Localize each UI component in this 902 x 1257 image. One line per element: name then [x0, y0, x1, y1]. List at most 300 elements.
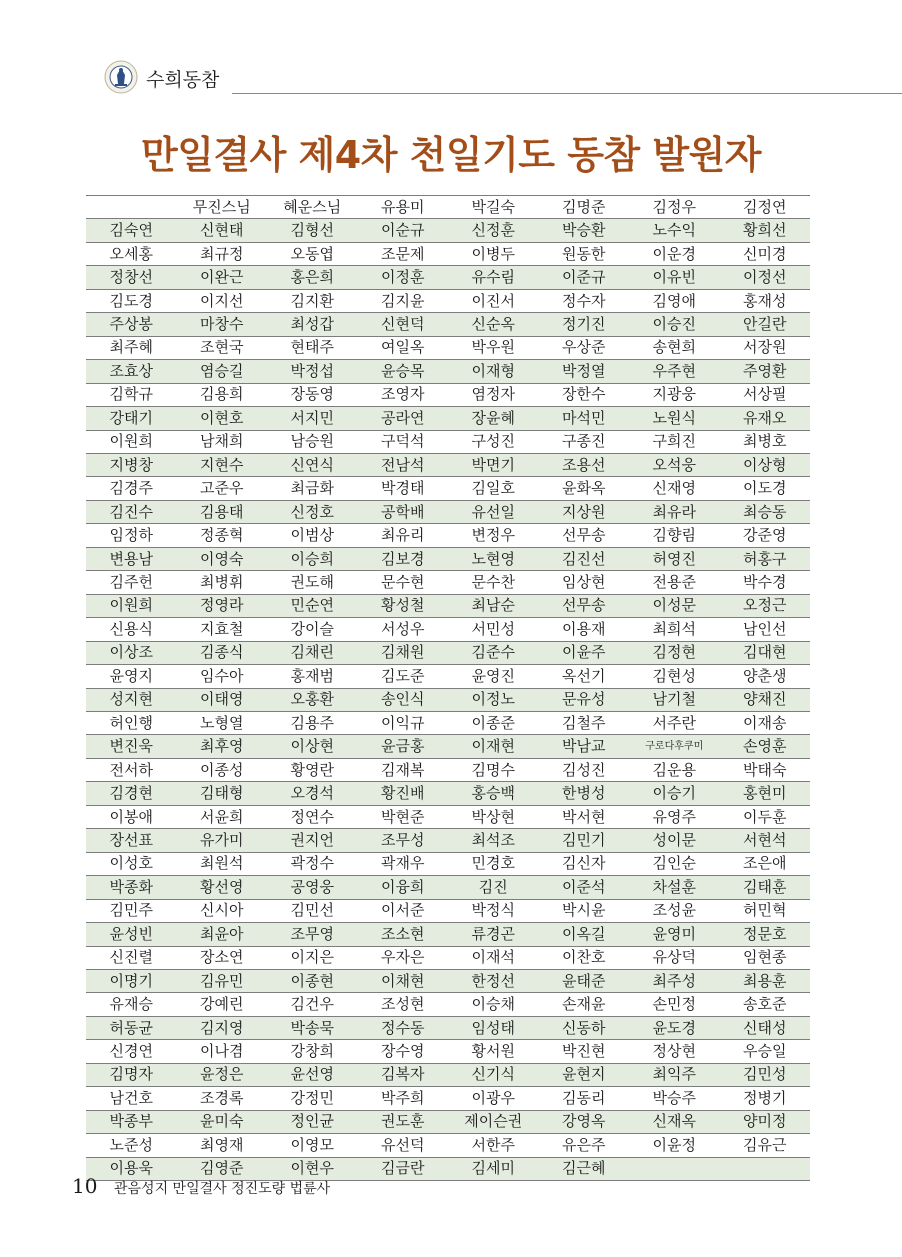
name-cell: 우주현	[629, 360, 720, 383]
name-cell: 조용선	[539, 453, 630, 476]
name-cell: 김채원	[358, 641, 449, 664]
name-cell: 성지현	[86, 688, 177, 711]
name-cell: 이성호	[86, 852, 177, 875]
name-cell: 이지선	[177, 289, 268, 312]
name-cell: 선무송	[539, 524, 630, 547]
name-cell: 주상봉	[86, 313, 177, 336]
table-row	[86, 923, 810, 946]
name-cell: 김민선	[267, 899, 358, 922]
table-row	[86, 289, 810, 312]
name-cell: 노현영	[448, 547, 539, 570]
table-row	[86, 1040, 810, 1063]
name-cell: 김채린	[267, 641, 358, 664]
table-row	[86, 852, 810, 875]
table-row	[86, 665, 810, 688]
name-cell: 신진렬	[86, 946, 177, 969]
table-row	[86, 899, 810, 922]
name-cell: 이준규	[539, 266, 630, 289]
name-cell: 오세홍	[86, 242, 177, 265]
name-cell: 김재복	[358, 758, 449, 781]
name-cell: 윤화옥	[539, 477, 630, 500]
name-cell: 김영애	[629, 289, 720, 312]
name-cell: 신현덕	[358, 313, 449, 336]
table-row	[86, 571, 810, 594]
name-cell: 조효상	[86, 360, 177, 383]
name-cell: 이태영	[177, 688, 268, 711]
name-cell: 이재석	[448, 946, 539, 969]
name-cell: 허영진	[629, 547, 720, 570]
name-cell: 구성진	[448, 430, 539, 453]
name-cell: 허동균	[86, 1016, 177, 1039]
name-cell: 유상덕	[629, 946, 720, 969]
table-row	[86, 641, 810, 664]
name-cell: 여일옥	[358, 336, 449, 359]
name-cell	[629, 1157, 720, 1180]
name-cell: 유재승	[86, 993, 177, 1016]
name-cell: 이윤정	[629, 1134, 720, 1157]
name-cell: 윤영미	[629, 923, 720, 946]
table-row	[86, 876, 810, 899]
name-cell: 송호준	[720, 993, 811, 1016]
name-cell: 강영옥	[539, 1110, 630, 1133]
name-cell: 권도해	[267, 571, 358, 594]
name-cell: 이승희	[267, 547, 358, 570]
name-cell: 김지환	[267, 289, 358, 312]
name-cell: 최석조	[448, 829, 539, 852]
name-cell: 박종부	[86, 1110, 177, 1133]
name-cell: 이채현	[358, 969, 449, 992]
name-cell: 김건우	[267, 993, 358, 1016]
name-cell: 송인식	[358, 688, 449, 711]
table-row	[86, 1063, 810, 1086]
name-cell: 변정우	[448, 524, 539, 547]
name-cell: 최익주	[629, 1063, 720, 1086]
name-cell: 임성태	[448, 1016, 539, 1039]
name-cell: 문수현	[358, 571, 449, 594]
name-cell: 박진현	[539, 1040, 630, 1063]
name-cell: 최유리	[358, 524, 449, 547]
name-cell: 김용태	[177, 500, 268, 523]
name-cell: 신재옥	[629, 1110, 720, 1133]
name-cell: 김유민	[177, 969, 268, 992]
name-cell: 김명준	[539, 196, 630, 219]
name-cell: 박길숙	[448, 196, 539, 219]
name-cell: 김도경	[86, 289, 177, 312]
name-cell: 남기철	[629, 688, 720, 711]
name-cell: 최후영	[177, 735, 268, 758]
name-cell: 서현석	[720, 829, 811, 852]
name-cell: 이지은	[267, 946, 358, 969]
name-cell: 조무성	[358, 829, 449, 852]
name-cell: 노준성	[86, 1134, 177, 1157]
name-cell: 송현희	[629, 336, 720, 359]
name-cell: 김정연	[720, 196, 811, 219]
name-cell: 홍재범	[267, 665, 358, 688]
name-cell: 이명기	[86, 969, 177, 992]
participants-table-wrap	[86, 195, 810, 1181]
name-cell: 김세미	[448, 1157, 539, 1180]
name-cell: 이서준	[358, 899, 449, 922]
name-cell: 지병창	[86, 453, 177, 476]
name-cell: 김영준	[177, 1157, 268, 1180]
name-cell: 이현호	[177, 407, 268, 430]
name-cell: 정기진	[539, 313, 630, 336]
name-cell: 김도준	[358, 665, 449, 688]
name-cell: 박현준	[358, 805, 449, 828]
name-cell: 김경현	[86, 782, 177, 805]
name-cell: 전남석	[358, 453, 449, 476]
name-cell: 신정훈	[448, 219, 539, 242]
name-cell: 염정자	[448, 383, 539, 406]
name-cell: 이찬호	[539, 946, 630, 969]
name-cell: 유은주	[539, 1134, 630, 1157]
name-cell: 박수경	[720, 571, 811, 594]
name-cell: 신연식	[267, 453, 358, 476]
table-row	[86, 430, 810, 453]
name-cell: 김태형	[177, 782, 268, 805]
name-cell: 오석웅	[629, 453, 720, 476]
name-cell: 박태숙	[720, 758, 811, 781]
name-cell: 신동하	[539, 1016, 630, 1039]
name-cell: 이영숙	[177, 547, 268, 570]
name-cell: 김민주	[86, 899, 177, 922]
table-row	[86, 266, 810, 289]
table-row	[86, 711, 810, 734]
name-cell: 김용희	[177, 383, 268, 406]
name-cell: 최희석	[629, 618, 720, 641]
participants-table	[86, 195, 810, 1181]
name-cell: 이원희	[86, 594, 177, 617]
name-cell: 윤현지	[539, 1063, 630, 1086]
name-cell: 이옥길	[539, 923, 630, 946]
name-cell: 신기식	[448, 1063, 539, 1086]
name-cell: 이성문	[629, 594, 720, 617]
name-cell: 신미경	[720, 242, 811, 265]
name-cell: 이종현	[267, 969, 358, 992]
name-cell: 권지언	[267, 829, 358, 852]
name-cell: 황서원	[448, 1040, 539, 1063]
name-cell: 정연수	[267, 805, 358, 828]
name-cell: 조성현	[358, 993, 449, 1016]
name-cell: 허민혁	[720, 899, 811, 922]
name-cell: 윤미숙	[177, 1110, 268, 1133]
name-cell: 우승일	[720, 1040, 811, 1063]
name-cell: 김숙연	[86, 219, 177, 242]
name-cell: 고준우	[177, 477, 268, 500]
name-cell: 이두훈	[720, 805, 811, 828]
name-cell: 박송묵	[267, 1016, 358, 1039]
name-cell: 조성윤	[629, 899, 720, 922]
name-cell: 마석민	[539, 407, 630, 430]
name-cell: 신정호	[267, 500, 358, 523]
name-cell: 김정우	[629, 196, 720, 219]
name-cell: 신태성	[720, 1016, 811, 1039]
name-cell: 이도경	[720, 477, 811, 500]
name-cell: 현태주	[267, 336, 358, 359]
name-cell: 최병휘	[177, 571, 268, 594]
name-cell: 염승길	[177, 360, 268, 383]
name-cell: 정수자	[539, 289, 630, 312]
name-cell: 황성철	[358, 594, 449, 617]
name-cell: 박남교	[539, 735, 630, 758]
table-row	[86, 805, 810, 828]
table-row	[86, 500, 810, 523]
table-row	[86, 1134, 810, 1157]
name-cell: 손재윤	[539, 993, 630, 1016]
name-cell: 유재오	[720, 407, 811, 430]
table-row	[86, 196, 810, 219]
name-cell: 이정선	[720, 266, 811, 289]
name-cell: 양채진	[720, 688, 811, 711]
name-cell: 이영모	[267, 1134, 358, 1157]
name-cell: 박승주	[629, 1087, 720, 1110]
name-cell: 김민성	[720, 1063, 811, 1086]
name-cell: 이종성	[177, 758, 268, 781]
name-cell: 이재송	[720, 711, 811, 734]
name-cell: 윤성빈	[86, 923, 177, 946]
name-cell: 이병두	[448, 242, 539, 265]
table-row	[86, 735, 810, 758]
name-cell: 신순옥	[448, 313, 539, 336]
name-cell: 김성진	[539, 758, 630, 781]
name-cell: 박우원	[448, 336, 539, 359]
name-cell: 김철주	[539, 711, 630, 734]
name-cell: 홍승백	[448, 782, 539, 805]
name-cell: 임수아	[177, 665, 268, 688]
name-cell: 유영주	[629, 805, 720, 828]
table-row	[86, 1016, 810, 1039]
table-row	[86, 829, 810, 852]
name-cell: 강이슬	[267, 618, 358, 641]
name-cell: 오경석	[267, 782, 358, 805]
name-cell: 최영재	[177, 1134, 268, 1157]
table-row	[86, 336, 810, 359]
name-cell: 선무송	[539, 594, 630, 617]
name-cell: 남승원	[267, 430, 358, 453]
name-cell: 윤태준	[539, 969, 630, 992]
name-cell: 안길란	[720, 313, 811, 336]
name-cell: 서윤희	[177, 805, 268, 828]
table-row	[86, 242, 810, 265]
name-cell: 조문제	[358, 242, 449, 265]
table-row	[86, 219, 810, 242]
name-cell: 장동영	[267, 383, 358, 406]
table-row	[86, 547, 810, 570]
name-cell: 최규정	[177, 242, 268, 265]
name-cell: 김학규	[86, 383, 177, 406]
table-row	[86, 594, 810, 617]
name-cell: 홍현미	[720, 782, 811, 805]
name-cell: 박서현	[539, 805, 630, 828]
page-number: 10	[72, 1174, 98, 1198]
name-cell: 강정민	[267, 1087, 358, 1110]
table-row	[86, 688, 810, 711]
name-cell: 곽정수	[267, 852, 358, 875]
name-cell: 김형선	[267, 219, 358, 242]
name-cell: 오정근	[720, 594, 811, 617]
name-cell: 최남순	[448, 594, 539, 617]
name-cell: 정문호	[720, 923, 811, 946]
name-cell: 우상준	[539, 336, 630, 359]
name-cell: 김경주	[86, 477, 177, 500]
name-cell: 김태훈	[720, 876, 811, 899]
name-cell: 노형열	[177, 711, 268, 734]
name-cell: 김신자	[539, 852, 630, 875]
name-cell: 김진선	[539, 547, 630, 570]
table-row	[86, 407, 810, 430]
table-row	[86, 758, 810, 781]
temple-emblem-icon	[104, 60, 138, 94]
name-cell: 정창선	[86, 266, 177, 289]
name-cell: 주영환	[720, 360, 811, 383]
name-cell: 노원식	[629, 407, 720, 430]
name-cell: 서장원	[720, 336, 811, 359]
name-cell: 신현태	[177, 219, 268, 242]
name-cell: 조무영	[267, 923, 358, 946]
name-cell: 김명수	[448, 758, 539, 781]
name-cell: 이원희	[86, 430, 177, 453]
name-cell: 변용남	[86, 547, 177, 570]
name-cell: 강준영	[720, 524, 811, 547]
name-cell: 박시윤	[539, 899, 630, 922]
name-cell: 변진욱	[86, 735, 177, 758]
name-cell: 이준석	[539, 876, 630, 899]
name-cell: 강태기	[86, 407, 177, 430]
name-cell: 이순규	[358, 219, 449, 242]
name-cell: 이승진	[629, 313, 720, 336]
name-cell: 박정열	[539, 360, 630, 383]
name-cell: 윤선영	[267, 1063, 358, 1086]
name-cell: 황선영	[177, 876, 268, 899]
table-row	[86, 969, 810, 992]
name-cell: 장소연	[177, 946, 268, 969]
name-cell: 구로다후쿠미	[629, 735, 720, 758]
name-cell: 김금란	[358, 1157, 449, 1180]
name-cell: 원동한	[539, 242, 630, 265]
name-cell: 지상원	[539, 500, 630, 523]
name-cell: 마창수	[177, 313, 268, 336]
name-cell: 남채희	[177, 430, 268, 453]
table-row	[86, 993, 810, 1016]
name-cell: 이종준	[448, 711, 539, 734]
name-cell: 구종진	[539, 430, 630, 453]
name-cell: 김주헌	[86, 571, 177, 594]
name-cell: 허인행	[86, 711, 177, 734]
name-cell: 강예린	[177, 993, 268, 1016]
name-cell: 홍은희	[267, 266, 358, 289]
name-cell: 권도훈	[358, 1110, 449, 1133]
name-cell: 임상현	[539, 571, 630, 594]
page-title: 만일결사 제4차 천일기도 동참 발원자	[141, 133, 761, 177]
name-cell: 무진스님	[177, 196, 268, 219]
name-cell: 성이문	[629, 829, 720, 852]
name-cell: 우자은	[358, 946, 449, 969]
name-cell: 임현종	[720, 946, 811, 969]
name-cell: 이승채	[448, 993, 539, 1016]
name-cell: 김일호	[448, 477, 539, 500]
name-cell: 서민성	[448, 618, 539, 641]
name-cell: 유선일	[448, 500, 539, 523]
name-cell: 이나겸	[177, 1040, 268, 1063]
name-cell: 김진	[448, 876, 539, 899]
name-cell: 민순연	[267, 594, 358, 617]
table-row	[86, 313, 810, 336]
name-cell: 류경곤	[448, 923, 539, 946]
name-cell: 최유라	[629, 500, 720, 523]
name-cell: 이융희	[358, 876, 449, 899]
name-cell: 오동엽	[267, 242, 358, 265]
name-cell: 김용주	[267, 711, 358, 734]
name-cell: 조소현	[358, 923, 449, 946]
table-row	[86, 782, 810, 805]
name-cell: 이유빈	[629, 266, 720, 289]
table-row	[86, 1087, 810, 1110]
name-cell: 공학배	[358, 500, 449, 523]
name-cell: 김종식	[177, 641, 268, 664]
name-cell: 장한수	[539, 383, 630, 406]
name-cell: 박상현	[448, 805, 539, 828]
name-cell: 윤영지	[86, 665, 177, 688]
name-cell: 정병기	[720, 1087, 811, 1110]
name-cell: 김인순	[629, 852, 720, 875]
table-row	[86, 524, 810, 547]
name-cell: 이완근	[177, 266, 268, 289]
name-cell: 서지민	[267, 407, 358, 430]
name-cell: 이윤주	[539, 641, 630, 664]
name-cell: 구덕석	[358, 430, 449, 453]
name-cell: 김정현	[629, 641, 720, 664]
name-cell: 이현우	[267, 1157, 358, 1180]
name-cell: 유선덕	[358, 1134, 449, 1157]
name-cell: 최병호	[720, 430, 811, 453]
name-cell: 김향림	[629, 524, 720, 547]
name-cell: 지광웅	[629, 383, 720, 406]
name-cell: 정상현	[629, 1040, 720, 1063]
name-cell: 이광우	[448, 1087, 539, 1110]
name-cell: 손영훈	[720, 735, 811, 758]
name-cell: 황희선	[720, 219, 811, 242]
name-cell: 전용준	[629, 571, 720, 594]
name-cell: 이범상	[267, 524, 358, 547]
name-cell: 지효철	[177, 618, 268, 641]
name-cell: 김진수	[86, 500, 177, 523]
name-cell: 옥선기	[539, 665, 630, 688]
name-cell: 김지윤	[358, 289, 449, 312]
name-cell: 최용훈	[720, 969, 811, 992]
name-cell: 양춘생	[720, 665, 811, 688]
name-cell: 서상필	[720, 383, 811, 406]
table-row	[86, 1157, 810, 1180]
name-cell: 이봉애	[86, 805, 177, 828]
name-cell: 장선표	[86, 829, 177, 852]
section-title: 수희동참	[146, 69, 220, 91]
table-row	[86, 360, 810, 383]
name-cell: 최윤아	[177, 923, 268, 946]
table-row	[86, 477, 810, 500]
table-row	[86, 618, 810, 641]
name-cell: 김명자	[86, 1063, 177, 1086]
name-cell: 공라연	[358, 407, 449, 430]
name-cell: 허홍구	[720, 547, 811, 570]
table-row	[86, 453, 810, 476]
footer-text: 관음성지 만일결사 정진도량 법륜사	[114, 1181, 331, 1197]
name-cell	[720, 1157, 811, 1180]
name-cell: 제이슨권	[448, 1110, 539, 1133]
name-cell: 이상조	[86, 641, 177, 664]
name-cell: 김보경	[358, 547, 449, 570]
name-cell: 양미정	[720, 1110, 811, 1133]
name-cell: 박종화	[86, 876, 177, 899]
